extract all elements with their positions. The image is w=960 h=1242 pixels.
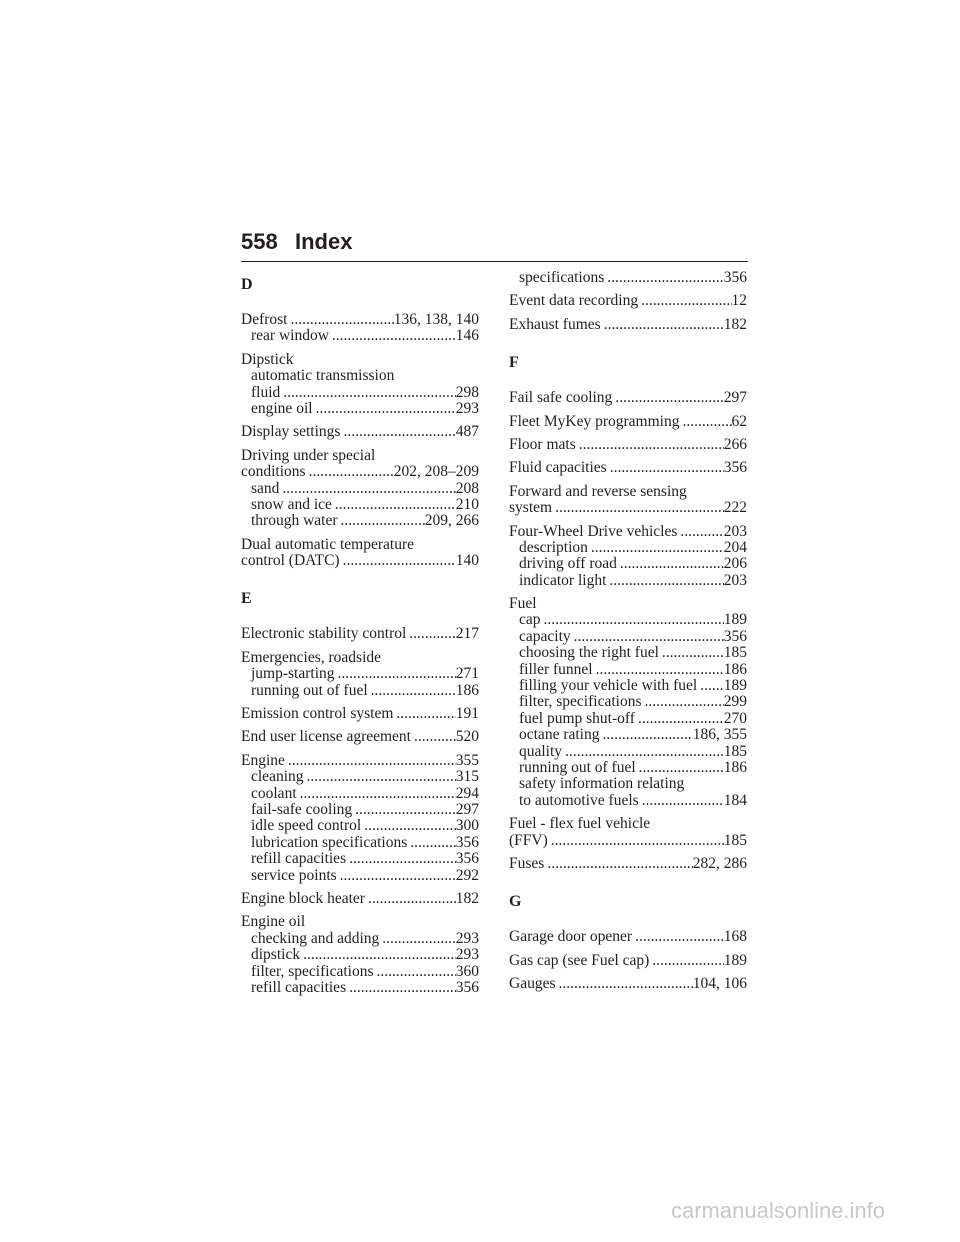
entry-text: rear window [251, 327, 329, 345]
index-subentry [241, 666, 479, 682]
index-term [509, 460, 747, 476]
page-reference: 356 [455, 978, 479, 996]
section-letter: E [241, 590, 252, 608]
entry-text: Dipstick [241, 350, 294, 368]
index-entry [241, 626, 479, 642]
page-reference: 293 [455, 946, 479, 964]
page-reference: 209, 266 [424, 512, 479, 530]
index-subentry [509, 662, 747, 678]
page-reference: 136, 138, 140 [393, 311, 479, 328]
dot-leader [615, 390, 723, 406]
entry-text: Garage door opener [509, 928, 633, 946]
page-reference: 217 [455, 625, 479, 643]
index-entry [241, 891, 479, 907]
dot-leader [579, 437, 724, 453]
dot-leader [639, 760, 724, 776]
page-reference: 184 [723, 791, 747, 809]
dot-leader [644, 694, 723, 710]
index-subentry [241, 931, 479, 947]
index-subentry [509, 694, 747, 710]
dot-leader [620, 556, 724, 572]
entry-text: through water [251, 512, 338, 530]
entry-text: control (DATC) [241, 552, 340, 570]
dot-leader [638, 711, 724, 727]
index-entry [509, 976, 747, 992]
entry-text: Emission control system [241, 705, 394, 723]
entry-text: filter, specifications [519, 693, 642, 711]
page-reference: 186 [723, 758, 747, 776]
index-term [509, 833, 747, 849]
index-subentry [509, 776, 747, 792]
dot-leader [662, 645, 724, 661]
entry-text: choosing the right fuel [519, 644, 659, 662]
dot-leader [559, 976, 693, 992]
index-subentry [509, 793, 747, 809]
index-entry [241, 706, 479, 722]
index-subentry [241, 802, 479, 818]
index-column-left [241, 270, 479, 1003]
index-entry [509, 929, 747, 945]
dot-leader [364, 818, 456, 834]
entry-text: checking and adding [251, 929, 380, 947]
dot-leader [555, 500, 724, 516]
page-reference: 12 [731, 292, 747, 310]
index-subentry [241, 328, 479, 344]
index-term [241, 424, 479, 440]
index-subentry [509, 760, 747, 776]
index-entry [509, 414, 747, 430]
entry-text: safety information relating [519, 775, 685, 793]
page-reference: 185 [723, 644, 747, 662]
dot-leader [343, 424, 455, 440]
dot-leader [316, 401, 456, 417]
dot-leader [607, 270, 724, 286]
entry-text: Engine block heater [241, 889, 365, 907]
entry-text: Exhaust fumes [509, 315, 601, 333]
entry-text: automatic transmission [251, 367, 395, 385]
page-reference: 300 [455, 817, 479, 835]
index-term [509, 856, 747, 872]
entry-text: driving off road [519, 555, 617, 573]
page-reference: 282, 286 [692, 854, 747, 872]
section-letter: F [509, 354, 519, 372]
entry-text: (FFV) [509, 831, 548, 849]
entry-text: Gauges [509, 975, 556, 993]
index-entry [509, 437, 747, 453]
dot-leader [641, 293, 731, 309]
page-reference: 204 [723, 538, 747, 556]
index-entry [241, 537, 479, 570]
entry-text: fluid [251, 383, 281, 401]
dot-leader [303, 947, 456, 963]
page-reference: 355 [455, 751, 479, 769]
dot-leader [414, 729, 456, 745]
index-subentry [241, 947, 479, 963]
index-entry [509, 270, 747, 286]
entry-text: Driving under special [241, 446, 376, 464]
entry-text: cleaning [251, 768, 304, 786]
index-entry [509, 293, 747, 309]
page-reference: 210 [455, 495, 479, 513]
index-entry [241, 753, 479, 884]
page-title: Index [295, 229, 353, 254]
index-entry [241, 424, 479, 440]
index-subentry [509, 270, 747, 286]
index-subentry [241, 851, 479, 867]
page-reference: 185 [723, 831, 747, 849]
dot-leader [565, 744, 724, 760]
entry-text: sand [251, 479, 280, 497]
index-subentry [241, 385, 479, 401]
entry-text: refill capacities [251, 850, 347, 868]
entry-text: octane rating [519, 726, 600, 744]
dot-leader [341, 513, 425, 529]
index-term [509, 816, 747, 832]
index-term [509, 929, 747, 945]
index-term [241, 352, 479, 368]
entry-text: filter, specifications [251, 962, 374, 980]
index-subentry [241, 835, 479, 851]
entry-text: snow and ice [251, 495, 332, 513]
index-subentry [509, 573, 747, 589]
page-reference: 356 [723, 627, 747, 645]
dot-leader [349, 980, 456, 996]
dot-leader [700, 678, 724, 694]
entry-text: indicator light [519, 571, 607, 589]
page-reference: 293 [455, 399, 479, 417]
dot-leader [309, 464, 394, 480]
entry-text: coolant [251, 784, 297, 802]
dot-leader [574, 629, 724, 645]
index-entry [509, 856, 747, 872]
page-reference: 189 [723, 677, 747, 695]
index-term [509, 500, 747, 516]
dot-leader [300, 786, 456, 802]
dot-leader [609, 573, 723, 589]
index-term [241, 448, 479, 464]
page-reference: 297 [455, 800, 479, 818]
dot-leader [368, 891, 456, 907]
index-term [241, 891, 479, 907]
page-reference: 299 [723, 693, 747, 711]
entry-text: Fuel - flex fuel vehicle [509, 815, 651, 833]
dot-leader [602, 727, 692, 743]
index-entry [241, 729, 479, 745]
page-reference: 168 [723, 928, 747, 946]
page-header [241, 229, 748, 262]
entry-text: Engine oil [241, 913, 306, 931]
index-entry [509, 317, 747, 333]
page-reference: 206 [723, 555, 747, 573]
page-reference: 356 [455, 833, 479, 851]
index-term [509, 596, 747, 612]
index-term [509, 317, 747, 333]
entry-text: Event data recording [509, 292, 639, 310]
entry-text: refill capacities [251, 978, 347, 996]
page-reference: 182 [723, 315, 747, 333]
index-subentry [241, 481, 479, 497]
index-term [241, 312, 479, 328]
page-reference: 292 [455, 866, 479, 884]
page-reference: 182 [455, 889, 479, 907]
entry-text: Fluid capacities [509, 459, 607, 477]
page-reference: 203 [723, 522, 747, 540]
dot-leader [410, 835, 456, 851]
page-reference: 185 [723, 742, 747, 760]
dot-leader [343, 553, 456, 569]
index-term [509, 953, 747, 969]
dot-leader [642, 793, 724, 809]
index-term [509, 484, 747, 500]
page-reference: 356 [455, 850, 479, 868]
entry-text: dipstick [251, 946, 301, 964]
page-reference: 189 [723, 611, 747, 629]
index-term [241, 914, 479, 930]
dot-leader [340, 868, 456, 884]
dot-leader [591, 540, 724, 556]
index-column-right [509, 270, 747, 1000]
entry-text: filler funnel [519, 660, 593, 678]
dot-leader [551, 833, 724, 849]
index-subentry [509, 744, 747, 760]
page-reference: 189 [723, 951, 747, 969]
dot-leader [544, 612, 724, 628]
page-reference: 104, 106 [692, 975, 747, 993]
page-reference: 487 [455, 423, 479, 441]
dot-leader [282, 481, 455, 497]
entry-text: Fleet MyKey programming [509, 412, 680, 430]
index-term [241, 537, 479, 553]
entry-text: running out of fuel [519, 758, 636, 776]
index-entry [509, 953, 747, 969]
index-entry [509, 816, 747, 849]
entry-text: idle speed control [251, 817, 362, 835]
page-reference: 186 [455, 681, 479, 699]
dot-leader [396, 706, 455, 722]
index-subentry [509, 678, 747, 694]
page-reference: 146 [455, 327, 479, 345]
entry-text: Engine [241, 751, 285, 769]
page-reference: 293 [455, 929, 479, 947]
index-term [241, 706, 479, 722]
page-reference: 294 [455, 784, 479, 802]
entry-text: jump-starting [251, 665, 335, 683]
entry-text: description [519, 538, 588, 556]
entry-text: fuel pump shut-off [519, 709, 635, 727]
page-reference: 298 [455, 383, 479, 401]
dot-leader [307, 769, 456, 785]
entry-text: specifications [519, 269, 605, 286]
entry-text: conditions [241, 463, 306, 481]
dot-leader [652, 953, 723, 969]
index-subentry [509, 711, 747, 727]
index-term [509, 976, 747, 992]
index-subentry [509, 727, 747, 743]
dot-leader [635, 929, 724, 945]
dot-leader [376, 964, 455, 980]
index-term [509, 437, 747, 453]
entry-text: Four-Wheel Drive vehicles [509, 522, 678, 540]
page-reference: 191 [455, 705, 479, 723]
entry-text: Fuses [509, 854, 545, 872]
index-subentry [241, 683, 479, 699]
index-term [241, 464, 479, 480]
entry-text: Gas cap (see Fuel cap) [509, 951, 650, 969]
index-subentry [241, 497, 479, 513]
dot-leader [288, 753, 456, 769]
index-subentry [241, 964, 479, 980]
dot-leader [355, 802, 456, 818]
dot-leader [283, 385, 455, 401]
dot-leader [409, 626, 455, 642]
section-letter: G [509, 893, 522, 911]
entry-text: engine oil [251, 399, 313, 417]
page-number: 558 [241, 229, 278, 254]
dot-leader [349, 851, 456, 867]
dot-leader [291, 312, 394, 328]
index-subentry [509, 540, 747, 556]
index-entry [241, 914, 479, 996]
page-reference: 270 [723, 709, 747, 727]
index-entry [241, 352, 479, 418]
index-subentry [241, 868, 479, 884]
page-reference: 520 [455, 728, 479, 746]
dot-leader [596, 662, 724, 678]
page-reference: 202, 208–209 [393, 463, 479, 481]
dot-leader [604, 317, 724, 333]
index-entry [509, 596, 747, 809]
index-term [241, 753, 479, 769]
dot-leader [680, 524, 723, 540]
entry-text: Floor mats [509, 435, 576, 453]
index-term [509, 524, 747, 540]
page-reference: 222 [723, 499, 747, 517]
entry-text: Emergencies, roadside [241, 648, 382, 666]
index-subentry [509, 612, 747, 628]
entry-text: quality [519, 742, 563, 760]
page-reference: 297 [723, 389, 747, 407]
page-reference: 186, 355 [692, 726, 747, 744]
index-entry [241, 312, 479, 345]
entry-text: Fail safe cooling [509, 389, 613, 407]
page-reference: 271 [455, 665, 479, 683]
index-entry [509, 524, 747, 590]
entry-text: Display settings [241, 423, 341, 441]
index-subentry [509, 645, 747, 661]
index-subentry [241, 980, 479, 996]
entry-text: End user license agreement [241, 728, 411, 746]
entry-text: Dual automatic temperature [241, 535, 415, 553]
entry-text: fail-safe cooling [251, 800, 353, 818]
entry-text: system [509, 499, 553, 517]
entry-text: running out of fuel [251, 681, 368, 699]
index-term [509, 293, 747, 309]
dot-leader [382, 931, 455, 947]
entry-text: Forward and reverse sensing [509, 482, 687, 500]
dot-leader [338, 666, 456, 682]
index-term [509, 414, 747, 430]
dot-leader [371, 683, 456, 699]
index-subentry [241, 818, 479, 834]
page-reference: 266 [723, 435, 747, 453]
entry-text: capacity [519, 627, 571, 645]
index-entry [241, 448, 479, 530]
index-subentry [241, 401, 479, 417]
dot-leader [547, 856, 692, 872]
index-subentry [509, 556, 747, 572]
dot-leader [610, 460, 724, 476]
index-subentry [509, 629, 747, 645]
entry-text: Defrost [241, 311, 288, 328]
entry-text: cap [519, 611, 541, 629]
watermark: carmanualsonline.info [671, 1198, 886, 1223]
index-term [241, 553, 479, 569]
page-reference: 356 [723, 269, 747, 286]
index-entry [241, 650, 479, 699]
section-letter: D [241, 276, 253, 293]
page-reference: 315 [455, 768, 479, 786]
dot-leader [335, 497, 456, 513]
index-subentry [241, 769, 479, 785]
index-subentry [241, 513, 479, 529]
page-reference: 356 [723, 459, 747, 477]
entry-text: filling your vehicle with fuel [519, 677, 698, 695]
index-subentry [241, 368, 479, 384]
dot-leader [332, 328, 456, 344]
entry-text: Fuel [509, 595, 537, 613]
entry-text: Electronic stability control [241, 625, 407, 643]
index-entry [509, 390, 747, 406]
index-term [509, 390, 747, 406]
page-reference: 62 [731, 412, 747, 430]
index-term [241, 650, 479, 666]
index-term [241, 626, 479, 642]
index-subentry [241, 786, 479, 802]
page-reference: 208 [455, 479, 479, 497]
entry-text: service points [251, 866, 337, 884]
page-reference: 140 [455, 552, 479, 570]
entry-text: lubrication specifications [251, 833, 408, 851]
page-reference: 203 [723, 571, 747, 589]
page-reference: 360 [455, 962, 479, 980]
dot-leader [682, 414, 731, 430]
page-reference: 186 [723, 660, 747, 678]
index-entry [509, 460, 747, 476]
entry-text: to automotive fuels [519, 791, 639, 809]
index-entry [509, 484, 747, 517]
index-term [241, 729, 479, 745]
